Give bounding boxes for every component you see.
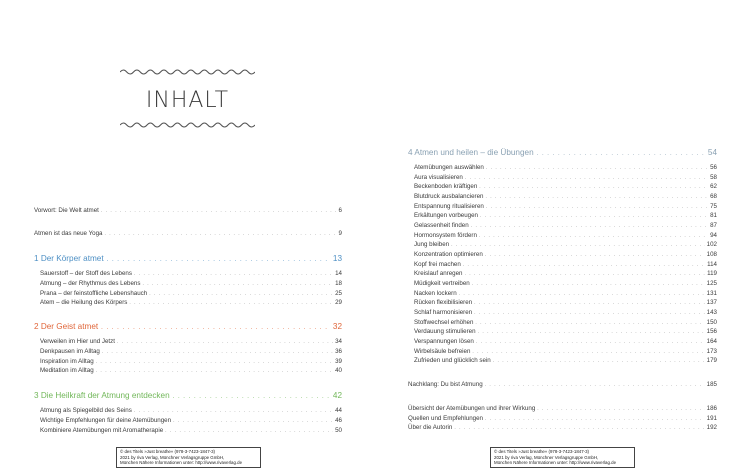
- toc-entry[interactable]: Beckenboden kräftigen . . . 62: [414, 183, 717, 191]
- toc-entry[interactable]: Verweilen im Hier und Jetzt . . . 34: [40, 338, 342, 346]
- toc-entry[interactable]: Schlaf harmonisieren . . . 143: [414, 309, 717, 317]
- toc-entry[interactable]: Denkpausen im Alltag . . . 36: [40, 348, 342, 356]
- toc-chapter-3[interactable]: 3 Die Heilkraft der Atmung entdecken . . . 42: [34, 391, 342, 402]
- toc-entry[interactable]: Inspiration im Alltag . . . 39: [40, 358, 342, 366]
- toc-entry[interactable]: Atmen ist das neue Yoga . . . 9: [34, 230, 342, 238]
- toc-entry[interactable]: Über die Autorin . . . 192: [408, 424, 717, 432]
- page-title: INHALT: [145, 88, 230, 113]
- toc-entry[interactable]: Müdigkeit vertreiben . . . 125: [414, 280, 717, 288]
- copyright-notice: © des Titels »Just breathe« (978-3-7423-1847-3) 2021 by riva Verlag, Münchner Verlagsgruppe GmbH, München Nähere Informationen unter: http://www.rivaverlag.de: [490, 447, 635, 468]
- toc-entry[interactable]: Quellen und Empfehlungen . . . 191: [408, 415, 717, 423]
- toc-entry[interactable]: Verdauung stimulieren . . . 156: [414, 328, 717, 336]
- toc-entry[interactable]: Wirbelsäule befreien . . . 173: [414, 348, 717, 356]
- toc-entry[interactable]: Vorwort: Die Welt atmet . . . 6: [34, 207, 342, 215]
- toc-entry[interactable]: Prana – der feinstoffliche Lebenshauch . . . 25: [40, 290, 342, 298]
- toc-chapter-4[interactable]: 4 Atmen und heilen – die Übungen . . . 54: [408, 148, 717, 159]
- toc-entry[interactable]: Hormonsystem fördern . . . 94: [414, 232, 717, 240]
- toc-entry[interactable]: Nacken lockern . . . 131: [414, 290, 717, 298]
- toc-entry[interactable]: Übersicht der Atemübungen und ihrer Wirkung . . . 186: [408, 405, 717, 413]
- toc-chapter-2[interactable]: 2 Der Geist atmet . . . 32: [34, 322, 342, 333]
- toc-entry[interactable]: Entspannung ritualisieren . . . 75: [414, 203, 717, 211]
- toc-entry[interactable]: Aura visualisieren . . . 58: [414, 174, 717, 182]
- toc-entry[interactable]: Gelassenheit finden . . . 87: [414, 222, 717, 230]
- toc-entry[interactable]: Nachklang: Du bist Atmung . . . 185: [408, 381, 717, 389]
- right-page: [375, 0, 750, 474]
- toc-entry[interactable]: Kombiniere Atemübungen mit Aromatherapie . . . 50: [40, 427, 342, 435]
- toc-entry[interactable]: Atem – die Heilung des Körpers . . . 29: [40, 299, 342, 307]
- toc-entry[interactable]: Rücken flexibilisieren . . . 137: [414, 299, 717, 307]
- toc-entry[interactable]: Konzentration optimieren . . . 108: [414, 251, 717, 259]
- toc-entry[interactable]: Wichtige Empfehlungen für deine Atemübungen . . . 46: [40, 417, 342, 425]
- copyright-notice: © des Titels »Just breathe« (978-3-7423-1847-3) 2021 by riva Verlag, Münchner Verlagsgruppe GmbH, München Nähere Informationen unter: http://www.rivaverlag.de: [116, 447, 261, 468]
- toc-entry[interactable]: Atmung – der Rhythmus des Lebens . . . 18: [40, 280, 342, 288]
- wave-ornament-bottom: [120, 121, 255, 129]
- toc-entry[interactable]: Atmung als Spiegelbild des Seins . . . 44: [40, 407, 342, 415]
- toc-entry[interactable]: Kreislauf anregen . . . 119: [414, 270, 717, 278]
- toc-entry[interactable]: Verspannungen lösen . . . 164: [414, 338, 717, 346]
- toc-entry[interactable]: Meditation im Alltag . . . 40: [40, 367, 342, 375]
- toc-entry[interactable]: Zufrieden und glücklich sein . . . 179: [414, 357, 717, 365]
- toc-chapter-1[interactable]: 1 Der Körper atmet . . . 13: [34, 254, 342, 265]
- toc-entry[interactable]: Kopf frei machen . . . 114: [414, 261, 717, 269]
- wave-ornament-top: [120, 68, 255, 76]
- toc-entry[interactable]: Sauerstoff – der Stoff des Lebens . . . 14: [40, 270, 342, 278]
- toc-entry[interactable]: Erkältungen vorbeugen . . . 81: [414, 212, 717, 220]
- toc-entry[interactable]: Blutdruck ausbalancieren . . . 68: [414, 193, 717, 201]
- toc-entry[interactable]: Atemübungen auswählen . . . 56: [414, 164, 717, 172]
- toc-entry[interactable]: Stoffwechsel erhöhen . . . 150: [414, 319, 717, 327]
- toc-entry[interactable]: Jung bleiben . . . 102: [414, 241, 717, 249]
